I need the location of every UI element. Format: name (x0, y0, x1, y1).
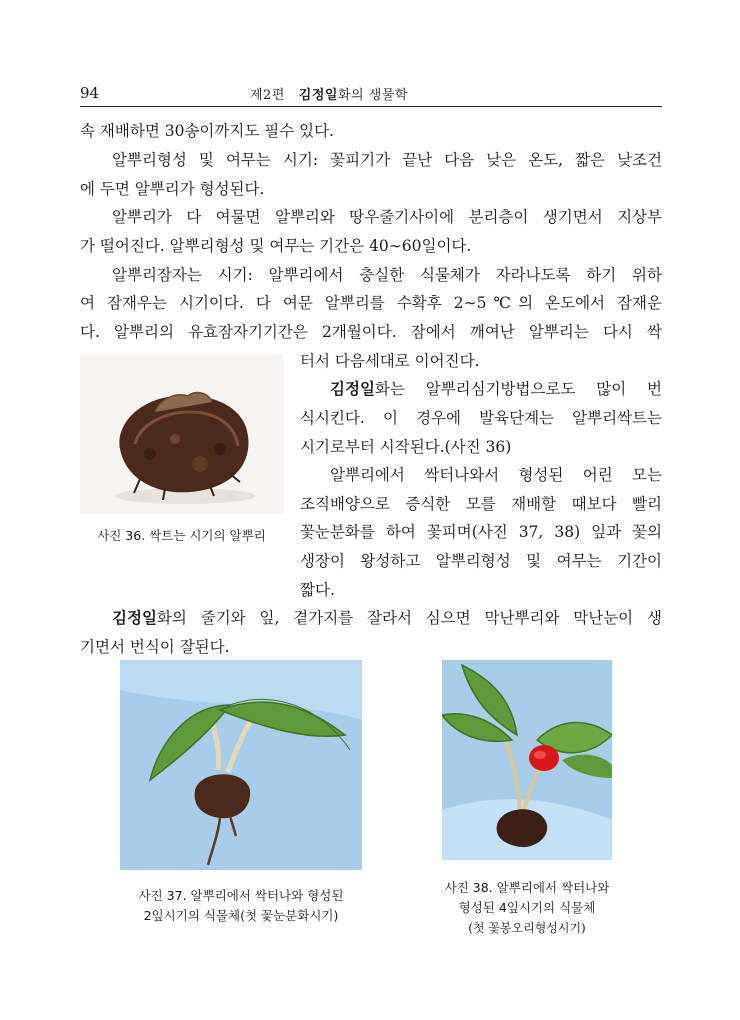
body-text: 화의 줄기와 잎, 곁가지를 잘라서 심으면 막난뿌리와 막난눈이 생 (156, 609, 662, 627)
caption-line: 사진 37. 알뿌리에서 싹터나와 형성된 (138, 888, 344, 903)
body-text: 화는 알뿌리심기방법으로도 많이 번 (374, 380, 662, 398)
body-line: 꽃눈분화를 하여 꽃피며(사진 37, 38) 잎과 꽃의 (300, 523, 662, 541)
caption-line: 2잎시기의 식물체(첫 꽃눈분화시기) (143, 908, 339, 923)
title-rest: 화의 생물학 (337, 88, 408, 103)
body-line: 짧다. (300, 581, 335, 599)
body-line: 알뿌리가 다 여물면 알뿌리와 땅우줄기사이에 분리층이 생기면서 지상부 (112, 208, 662, 226)
running-title (250, 84, 408, 103)
body-line: 알뿌리형성 및 여무는 시기: 꽃피기가 끝난 다음 낮은 온도, 짧은 낮조건 (112, 151, 662, 169)
body-line: 식시킨다. 이 경우에 발육단계는 알뿌리싹트는 (300, 409, 662, 427)
tuber-image (80, 354, 283, 514)
body-line: 기면서 번식이 잘된다. (80, 638, 230, 656)
body-line: 속 재배하면 30송이까지도 필수 있다. (80, 122, 334, 140)
plant-4-leaf-image (442, 660, 612, 860)
body-line: 터서 다음세대로 이어진다. (300, 352, 480, 370)
photo-36-tuber (80, 354, 283, 514)
photo-36-caption: 사진 36. 싹트는 시기의 알뿌리 (97, 528, 266, 543)
plant-2-leaf-image (120, 660, 362, 870)
bold-name: 김정일 (112, 608, 157, 627)
caption-line: 사진 38. 알뿌리에서 싹터나와 (444, 880, 610, 895)
body-line: 가 떨어진다. 알뿌리형성 및 여무는 기간은 40∼60일이다. (80, 237, 472, 255)
photo-37-caption (100, 886, 382, 926)
photo-38-plant (442, 660, 612, 860)
body-line: 시기로부터 시작된다.(사진 36) (300, 438, 512, 456)
body-line: 다. 알뿌리의 유효잠자기기간은 2개월이다. 잠에서 깨여난 알뿌리는 다시 싹 (80, 323, 662, 341)
body-line (112, 608, 662, 628)
body-line (330, 379, 662, 399)
body-line: 생장이 왕성하고 알뿌리형성 및 여무는 기간이 (300, 552, 662, 570)
caption-line: 형성된 4잎시기의 식물체 (458, 900, 596, 915)
title-bold: 김정일 (298, 88, 338, 103)
body-line: 알뿌리에서 싹터나와서 형성된 어린 모는 (330, 466, 662, 484)
photo-37-plant (120, 660, 362, 870)
body-line: 조직배양으로 증식한 모를 재배할 때보다 빨리 (300, 495, 662, 513)
photo-38-caption (412, 878, 642, 938)
body-line: 에 두면 알뿌리가 형성된다. (80, 180, 265, 198)
caption-line: (첫 꽃봉오리형성시기) (468, 921, 586, 935)
body-line: 여 잠재우는 시기이다. 다 여문 알뿌리를 수확후 2∼5℃의 온도에서 잠재운 (80, 294, 662, 312)
body-line: 알뿌리잠자는 시기: 알뿌리에서 충실한 식물체가 자라나도록 하기 위하 (112, 266, 662, 284)
bold-name: 김정일 (330, 379, 375, 398)
page-number: 94 (80, 84, 100, 102)
part-label: 제2편 (250, 88, 285, 103)
running-header (80, 84, 662, 107)
